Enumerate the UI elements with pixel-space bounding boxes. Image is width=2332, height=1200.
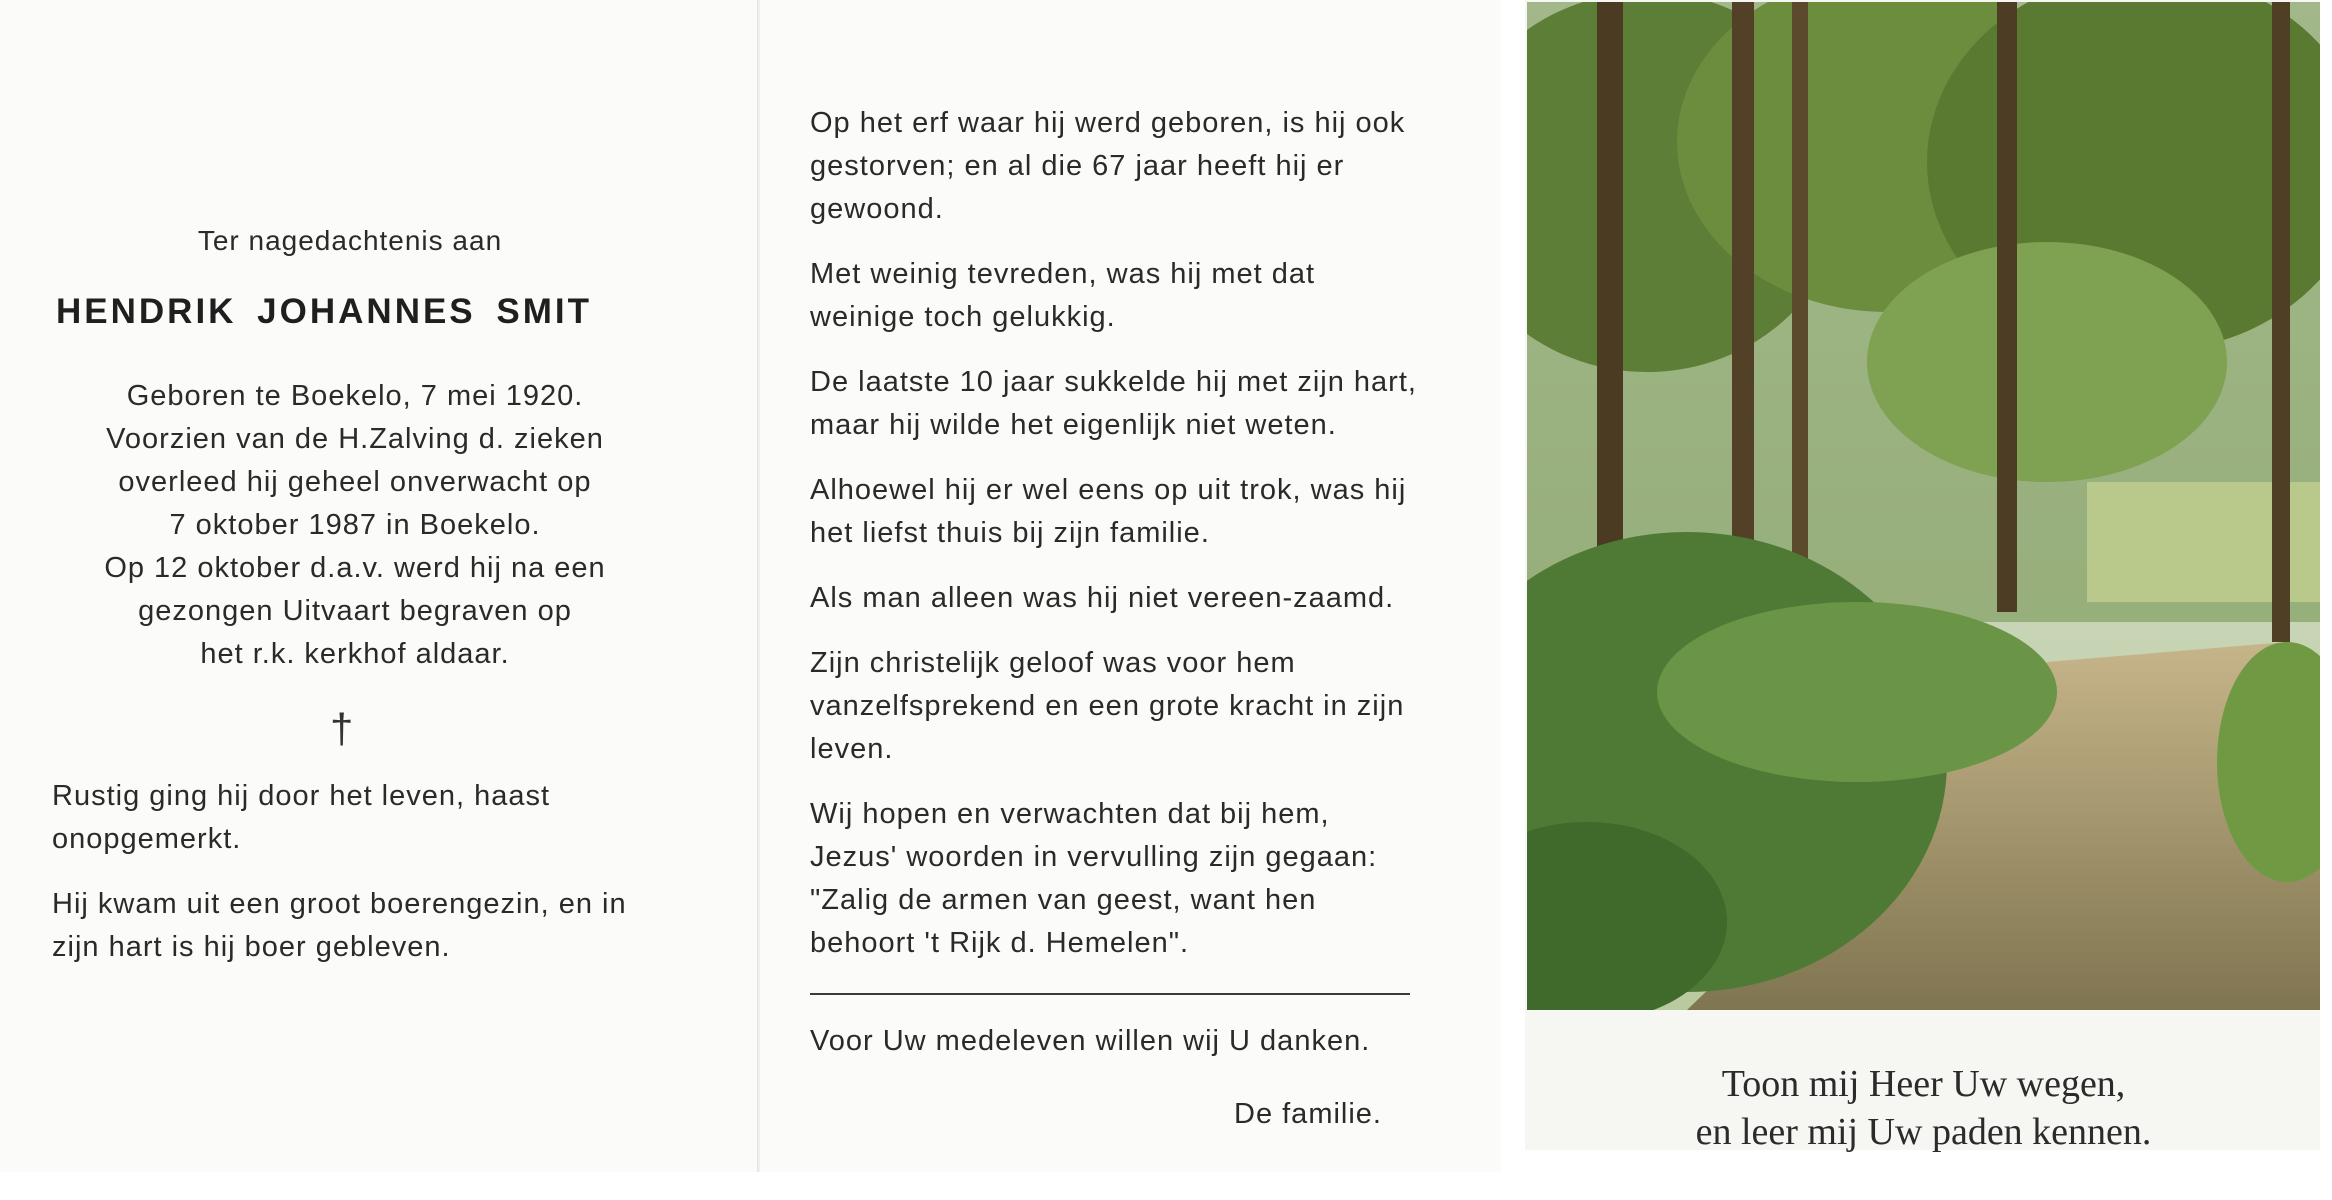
detail-line: gezongen Uitvaart begraven op: [138, 595, 572, 627]
paragraph: Zijn christelijk geloof was voor hem vanzelfsprekend en een grote kracht in zijn leven.: [810, 647, 1405, 765]
divider-line: [810, 993, 1410, 995]
card-fold-line: [757, 0, 760, 1172]
paragraph: Hij kwam uit een groot boerengezin, en in zijn hart is hij boer gebleven.: [52, 888, 627, 963]
middle-paragraphs: [810, 102, 1420, 987]
detail-line: 7 oktober 1987 in Boekelo.: [169, 509, 541, 541]
paragraph: Met weinig tevreden, was hij met dat weinige toch gelukkig.: [810, 258, 1316, 333]
detail-line: overleed hij geheel onverwacht op: [118, 466, 592, 498]
forest-path-photo: [1527, 2, 2320, 1010]
paragraph: Alhoewel hij er wel eens op uit trok, was hij het liefst thuis bij zijn familie.: [810, 474, 1407, 549]
detail-line: Voorzien van de H.Zalving d. zieken: [106, 423, 604, 455]
paragraph: Op het erf waar hij werd geboren, is hij ook gestorven; en al die 67 jaar heeft hij er gewoond.: [810, 107, 1406, 225]
deceased-name: HENDRIK JOHANNES SMIT: [56, 292, 592, 331]
forest-path-illustration: [1527, 2, 2320, 1010]
detail-line: het r.k. kerkhof aldaar.: [200, 638, 510, 670]
detail-line: Geboren te Boekelo, 7 mei 1920.: [126, 380, 584, 412]
caption-line: Toon mij Heer Uw wegen,: [1721, 1063, 2126, 1105]
photo-caption: [1527, 1060, 2320, 1156]
thanks-text: Voor Uw medeleven willen wij U danken.: [810, 1025, 1371, 1057]
signature-text: De familie.: [1234, 1098, 1382, 1130]
detail-line: Op 12 oktober d.a.v. werd hij na een: [104, 552, 606, 584]
paragraph: De laatste 10 jaar sukkelde hij met zijn hart, maar hij wilde het eigenlijk niet weten.: [810, 366, 1417, 441]
birth-death-details: [40, 375, 670, 676]
cross-icon: †: [330, 705, 354, 752]
paragraph: Als man alleen was hij niet vereen-zaamd.: [810, 582, 1395, 614]
paragraph: Wij hopen en verwachten dat bij hem, Jezus' woorden in vervulling zijn gegaan: "Zalig de armen van geest, want hen behoort 't Rijk d. Hemelen".: [810, 798, 1378, 959]
memorial-heading: Ter nagedachtenis aan: [197, 225, 503, 256]
left-paragraphs: [52, 775, 672, 991]
paragraph: Rustig ging hij door het leven, haast onopgemerkt.: [52, 780, 551, 855]
caption-line: en leer mij Uw paden kennen.: [1695, 1111, 2152, 1153]
